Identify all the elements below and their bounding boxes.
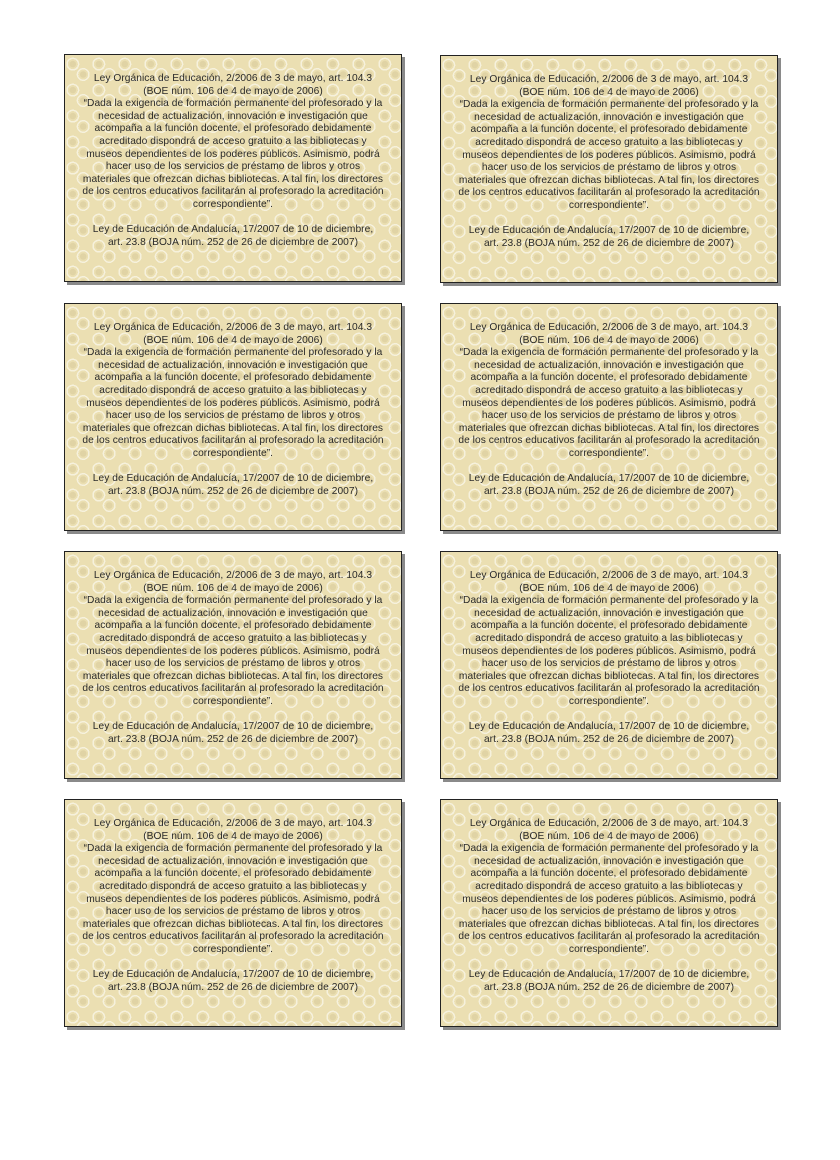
law1-reference: Ley Orgánica de Educación, 2/2006 de 3 de mayo, art. 104.3 [469, 74, 749, 85]
law2-reference: Ley de Educación de Andalucía, 17/2007 de 10 de diciembre, [468, 225, 750, 237]
law2-publication: art. 23.8 (BOJA núm. 252 de 26 de diciembre de 2007) [483, 981, 735, 993]
law2-publication: art. 23.8 (BOJA núm. 252 de 26 de diciembre de 2007) [107, 236, 359, 248]
teacher-accreditation-card [64, 54, 402, 282]
law-quote: “Dada la exigencia de formación permanente del profesorado y la necesidad de actualización, innovación e investigación que acompaña a la función docente, el profesorado debidamente acreditado dispondrá de acceso gratuito a las bibliotecas y museos dependientes de los poderes públicos. Asimismo, podrá hacer uso de los servicios de préstamo de libros y otros materiales que ofrezcan dichas bibliotecas. A tal fin, los directores de los centros educativos facilitarán al profesorado la acreditación correspondiente”. [458, 595, 760, 707]
law1-publication: (BOE núm. 106 de 4 de mayo de 2006) [519, 830, 699, 842]
law1-reference: Ley Orgánica de Educación, 2/2006 de 3 de mayo, art. 104.3 [93, 570, 373, 581]
law2-publication: art. 23.8 (BOJA núm. 252 de 26 de diciembre de 2007) [483, 485, 735, 497]
law1-publication: (BOE núm. 106 de 4 de mayo de 2006) [519, 86, 699, 98]
law-quote: “Dada la exigencia de formación permanente del profesorado y la necesidad de actualización, innovación e investigación que acompaña a la función docente, el profesorado debidamente acreditado dispondrá de acceso gratuito a las bibliotecas y museos dependientes de los poderes públicos. Asimismo, podrá hacer uso de los servicios de préstamo de libros y otros materiales que ofrezcan dichas bibliotecas. A tal fin, los directores de los centros educativos facilitarán al profesorado la acreditación correspondiente”. [458, 347, 760, 459]
law2-reference: Ley de Educación de Andalucía, 17/2007 de 10 de diciembre, [92, 224, 374, 236]
teacher-accreditation-card [64, 799, 402, 1027]
law1-reference: Ley Orgánica de Educación, 2/2006 de 3 de mayo, art. 104.3 [93, 73, 373, 84]
law2-reference: Ley de Educación de Andalucía, 17/2007 de 10 de diciembre, [92, 969, 374, 981]
law-quote: “Dada la exigencia de formación permanente del profesorado y la necesidad de actualización, innovación e investigación que acompaña a la función docente, el profesorado debidamente acreditado dispondrá de acceso gratuito a las bibliotecas y museos dependientes de los poderes públicos. Asimismo, podrá hacer uso de los servicios de préstamo de libros y otros materiales que ofrezcan dichas bibliotecas. A tal fin, los directores de los centros educativos facilitarán al profesorado la acreditación correspondiente”. [82, 843, 384, 955]
law1-reference: Ley Orgánica de Educación, 2/2006 de 3 de mayo, art. 104.3 [469, 818, 749, 829]
teacher-accreditation-card [440, 303, 778, 531]
law-quote: “Dada la exigencia de formación permanente del profesorado y la necesidad de actualización, innovación e investigación que acompaña a la función docente, el profesorado debidamente acreditado dispondrá de acceso gratuito a las bibliotecas y museos dependientes de los poderes públicos. Asimismo, podrá hacer uso de los servicios de préstamo de libros y otros materiales que ofrezcan dichas bibliotecas. A tal fin, los directores de los centros educativos facilitarán al profesorado la acreditación correspondiente”. [82, 347, 384, 459]
law-quote: “Dada la exigencia de formación permanente del profesorado y la necesidad de actualización, innovación e investigación que acompaña a la función docente, el profesorado debidamente acreditado dispondrá de acceso gratuito a las bibliotecas y museos dependientes de los poderes públicos. Asimismo, podrá hacer uso de los servicios de préstamo de libros y otros materiales que ofrezcan dichas bibliotecas. A tal fin, los directores de los centros educativos facilitarán al profesorado la acreditación correspondiente”. [82, 595, 384, 707]
law2-reference: Ley de Educación de Andalucía, 17/2007 de 10 de diciembre, [92, 721, 374, 733]
law2-reference: Ley de Educación de Andalucía, 17/2007 de 10 de diciembre, [92, 473, 374, 485]
law1-publication: (BOE núm. 106 de 4 de mayo de 2006) [519, 582, 699, 594]
law1-publication: (BOE núm. 106 de 4 de mayo de 2006) [143, 85, 323, 97]
law2-publication: art. 23.8 (BOJA núm. 252 de 26 de diciembre de 2007) [107, 733, 359, 745]
teacher-accreditation-card [440, 799, 778, 1027]
law2-publication: art. 23.8 (BOJA núm. 252 de 26 de diciembre de 2007) [107, 981, 359, 993]
teacher-accreditation-card [440, 55, 778, 283]
law1-publication: (BOE núm. 106 de 4 de mayo de 2006) [143, 830, 323, 842]
law-quote: “Dada la exigencia de formación permanente del profesorado y la necesidad de actualización, innovación e investigación que acompaña a la función docente, el profesorado debidamente acreditado dispondrá de acceso gratuito a las bibliotecas y museos dependientes de los poderes públicos. Asimismo, podrá hacer uso de los servicios de préstamo de libros y otros materiales que ofrezcan dichas bibliotecas. A tal fin, los directores de los centros educativos facilitarán al profesorado la acreditación correspondiente”. [458, 99, 760, 211]
law2-publication: art. 23.8 (BOJA núm. 252 de 26 de diciembre de 2007) [483, 237, 735, 249]
law1-reference: Ley Orgánica de Educación, 2/2006 de 3 de mayo, art. 104.3 [469, 570, 749, 581]
law1-reference: Ley Orgánica de Educación, 2/2006 de 3 de mayo, art. 104.3 [469, 322, 749, 333]
law2-reference: Ley de Educación de Andalucía, 17/2007 de 10 de diciembre, [468, 473, 750, 485]
law1-reference: Ley Orgánica de Educación, 2/2006 de 3 de mayo, art. 104.3 [93, 818, 373, 829]
law1-publication: (BOE núm. 106 de 4 de mayo de 2006) [143, 582, 323, 594]
law2-reference: Ley de Educación de Andalucía, 17/2007 de 10 de diciembre, [468, 721, 750, 733]
law2-publication: art. 23.8 (BOJA núm. 252 de 26 de diciembre de 2007) [107, 485, 359, 497]
teacher-accreditation-card [64, 551, 402, 779]
law1-reference: Ley Orgánica de Educación, 2/2006 de 3 de mayo, art. 104.3 [93, 322, 373, 333]
law2-reference: Ley de Educación de Andalucía, 17/2007 de 10 de diciembre, [468, 969, 750, 981]
law1-publication: (BOE núm. 106 de 4 de mayo de 2006) [143, 334, 323, 346]
teacher-accreditation-card [64, 303, 402, 531]
teacher-accreditation-card [440, 551, 778, 779]
law-quote: “Dada la exigencia de formación permanente del profesorado y la necesidad de actualización, innovación e investigación que acompaña a la función docente, el profesorado debidamente acreditado dispondrá de acceso gratuito a las bibliotecas y museos dependientes de los poderes públicos. Asimismo, podrá hacer uso de los servicios de préstamo de libros y otros materiales que ofrezcan dichas bibliotecas. A tal fin, los directores de los centros educativos facilitarán al profesorado la acreditación correspondiente”. [458, 843, 760, 955]
law2-publication: art. 23.8 (BOJA núm. 252 de 26 de diciembre de 2007) [483, 733, 735, 745]
law1-publication: (BOE núm. 106 de 4 de mayo de 2006) [519, 334, 699, 346]
law-quote: “Dada la exigencia de formación permanente del profesorado y la necesidad de actualización, innovación e investigación que acompaña a la función docente, el profesorado debidamente acreditado dispondrá de acceso gratuito a las bibliotecas y museos dependientes de los poderes públicos. Asimismo, podrá hacer uso de los servicios de préstamo de libros y otros materiales que ofrezcan dichas bibliotecas. A tal fin, los directores de los centros educativos facilitarán al profesorado la acreditación correspondiente”. [82, 98, 384, 210]
